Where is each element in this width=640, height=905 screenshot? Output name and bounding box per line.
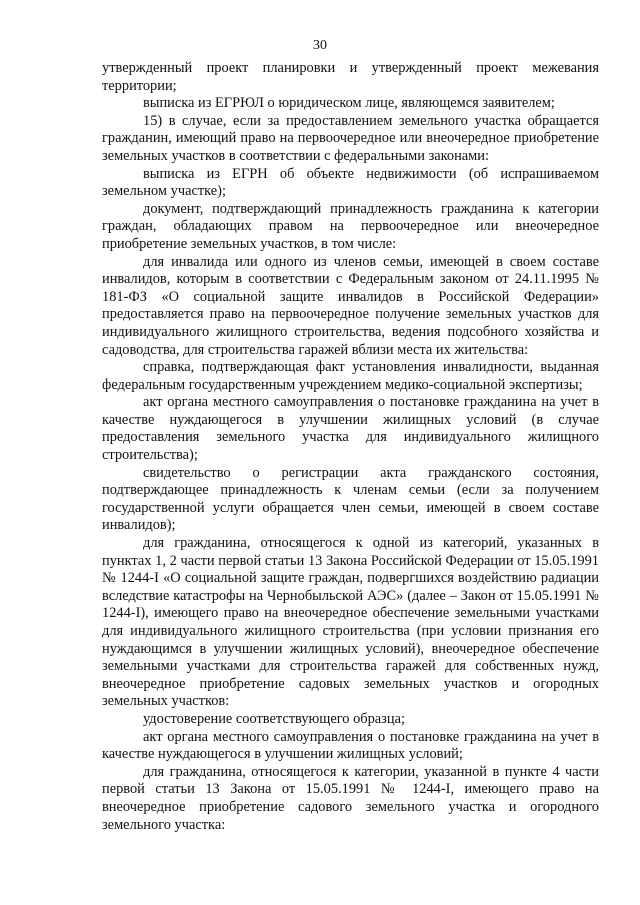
paragraph-planning-project: утвержденный проект планировки и утвержденный проект межевания территории; xyxy=(102,60,599,94)
paragraph-egrn-extract: выписка из ЕГРН об объекте недвижимости (об испрашиваемом земельном участке); xyxy=(102,165,599,200)
paragraph-chernobyl-categories: для гражданина, относящегося к одной из категорий, указанных в пунктах 1, 2 части первой статьи 13 Закона Российской Федерации от 15.05.1991 № 1244-I «О социальной защите граждан, подвергшихся воздействию радиации вследствие катастрофы на Чернобыльской АЭС» (далее – Закон от 15.05.1991 № 1244-I), имеющего право на внеочередное обеспечение земельными участками для индивидуального жилищного строительства (при условии признания его нуждающимся в улучшении жилищных условий), внеочередное обеспечение земельными участками для строительства гаражей для собственных нужд, внеочередное приобретение садовых земельных участков и огородных земельных участков: xyxy=(102,535,599,710)
document-body xyxy=(102,60,599,834)
paragraph-housing-registration-act-2: акт органа местного самоуправления о постановке гражданина на учет в качестве нуждающегося в улучшении жилищных условий; xyxy=(102,728,599,763)
paragraph-civil-status-certificate: свидетельство о регистрации акта гражданского состояния, подтверждающее принадлежность к членам семьи (если за получением государственной услуги обращается член семьи, имеющей в своем составе инвалидов); xyxy=(102,464,599,534)
paragraph-disability-certificate: справка, подтверждающая факт установления инвалидности, выданная федеральным государственным учреждением медико-социальной экспертизы; xyxy=(102,359,599,393)
paragraph-identity-certificate: удостоверение соответствующего образца; xyxy=(143,710,405,727)
paragraph-category-document: документ, подтверждающий принадлежность гражданина к категории граждан, обладающих правом на первоочередное или внеочередное приобретение земельных участков, в том числе: xyxy=(102,200,599,252)
paragraph-housing-registration-act: акт органа местного самоуправления о постановке гражданина на учет в качестве нуждающегося в улучшении жилищных условий (в случае предоставления земельного участка для индивидуального жилищного строительства); xyxy=(102,394,599,464)
page-number: 30 xyxy=(313,38,327,53)
paragraph-item-4-category: для гражданина, относящегося к категории, указанной в пункте 4 части первой статьи 13 Закона от 15.05.1991 № 1244-I, имеющего право на внеочередное приобретение садового земельного участка и огородного земельного участка: xyxy=(102,763,599,833)
paragraph-egrul-extract: выписка из ЕГРЮЛ о юридическом лице, являющемся заявителем; xyxy=(143,95,555,112)
paragraph-item-15: 15) в случае, если за предоставлением земельного участка обращается гражданин, имеющий право на первоочередное или внеочередное приобретение земельных участков в соответствии с федеральными законами: xyxy=(102,112,599,164)
paragraph-disabled-persons: для инвалида или одного из членов семьи, имеющей в своем составе инвалидов, которым в соответствии с Федеральным законом от 24.11.1995 № 181-ФЗ «О социальной защите инвалидов в Российской Федерации» предоставляется право на первоочередное получение земельных участков для индивидуального жилищного строительства, ведения подсобного хозяйства и садоводства, для строительства гаражей вблизи места их жительства: xyxy=(102,253,599,358)
